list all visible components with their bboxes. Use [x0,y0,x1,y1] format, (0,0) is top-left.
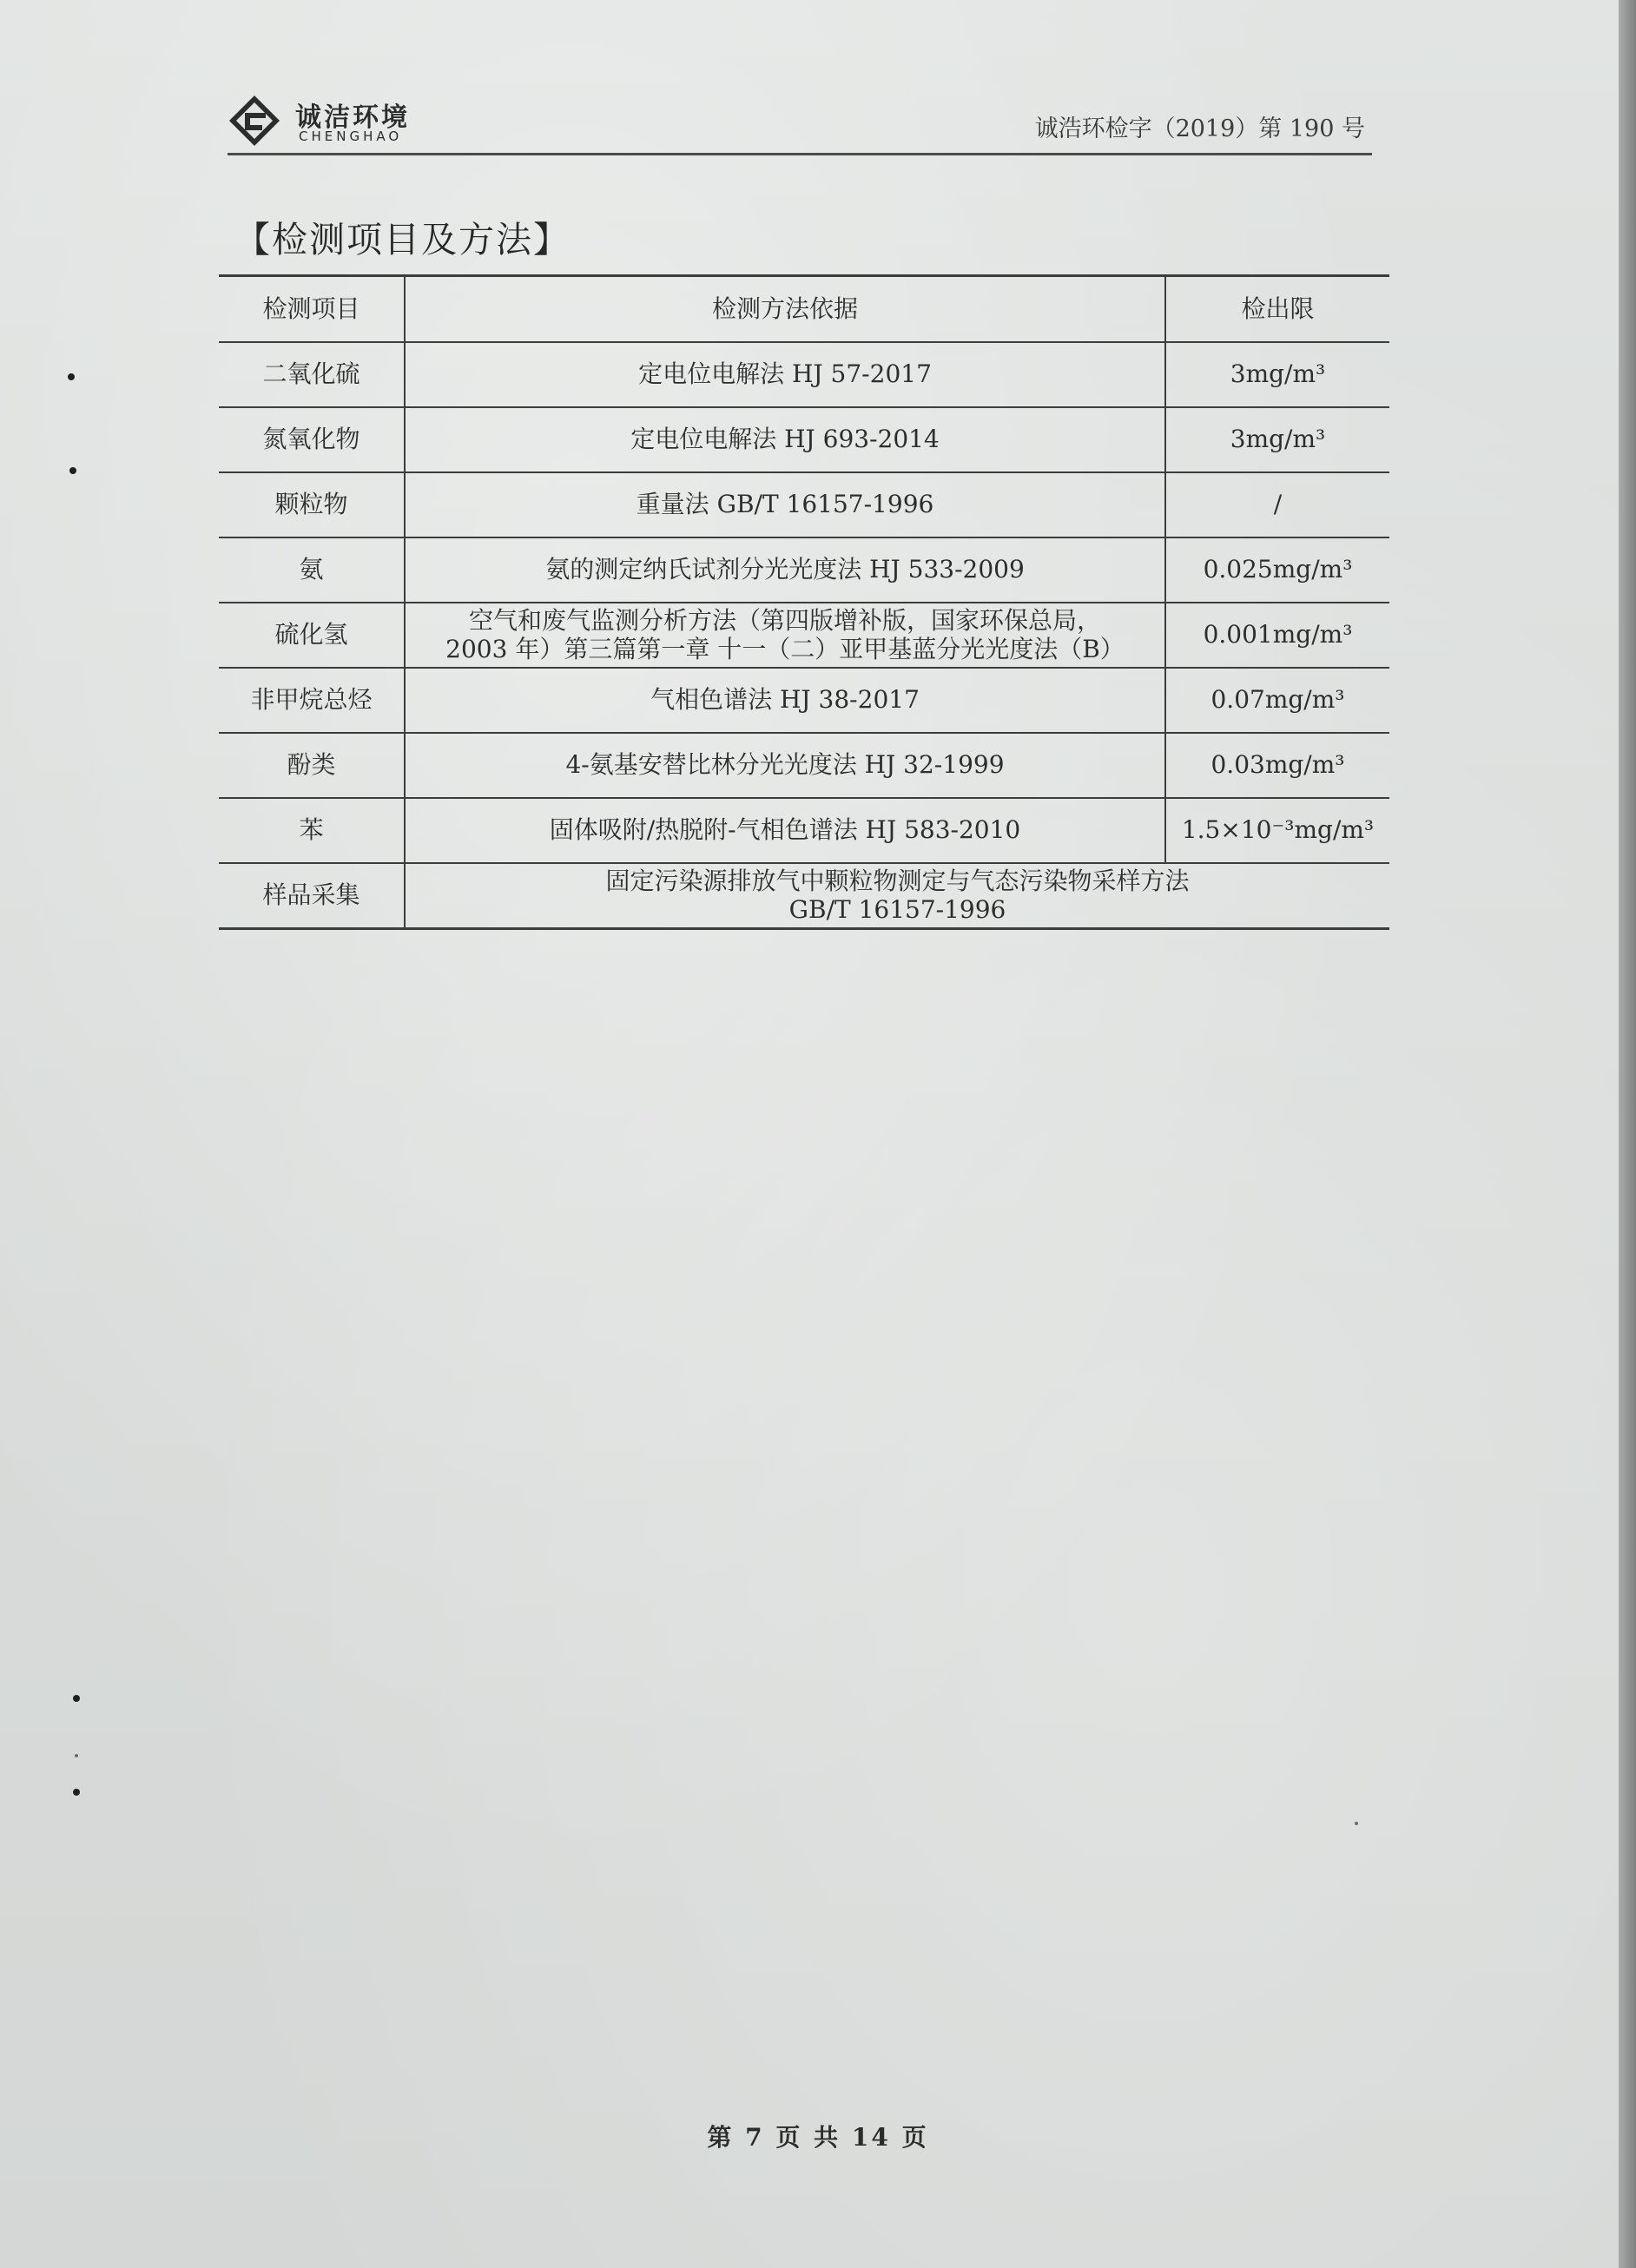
header-limit: 检出限 [1165,276,1389,343]
item-cell: 样品采集 [219,863,405,929]
method-cell: 气相色谱法 HJ 38-2017 [405,668,1165,733]
logo-english-name: CHENGHAO [299,129,403,144]
table-row [219,407,1389,472]
logo-chinese-name: 诚洁环境 [295,102,410,133]
item-cell: 苯 [219,798,405,863]
table-row [219,537,1389,603]
limit-cell: 0.03mg/m³ [1165,733,1389,798]
table-row [219,472,1389,537]
table-row [219,603,1389,668]
table-row [219,668,1389,733]
method-line-2: 2003 年）第三篇第一章 十一（二）亚甲基蓝分光光度法（B） [445,634,1125,663]
item-cell: 二氧化硫 [219,342,405,407]
limit-cell: 0.001mg/m³ [1165,603,1389,668]
item-cell: 酚类 [219,733,405,798]
method-cell: 定电位电解法 HJ 57-2017 [405,342,1165,407]
method-cell: 定电位电解法 HJ 693-2014 [405,407,1165,472]
method-line-1: 空气和废气监测分析方法（第四版增补版，国家环保总局， [468,606,1101,636]
limit-cell: 1.5×10⁻³mg/m³ [1165,798,1389,863]
table-row [219,733,1389,798]
binder-dot [73,1695,80,1702]
limit-cell: 0.025mg/m³ [1165,537,1389,603]
page-header [228,89,1372,155]
limit-cell: 0.07mg/m³ [1165,668,1389,733]
table-row [219,342,1389,407]
binder-dot [73,1789,80,1796]
method-line-1: 固定污染源排放气中颗粒物测定与气态污染物采样方法 [605,867,1190,896]
company-logo [228,92,436,148]
item-cell: 氮氧化物 [219,407,405,472]
paper-speck [75,1754,78,1757]
paper-speck [1355,1822,1358,1825]
header-item: 检测项目 [219,276,405,343]
header-method: 检测方法依据 [405,276,1165,343]
limit-cell: 3mg/m³ [1165,407,1389,472]
method-cell: 4-氨基安替比林分光光度法 HJ 32-1999 [405,733,1165,798]
item-cell: 颗粒物 [219,472,405,537]
table-row [219,798,1389,863]
item-cell: 氨 [219,537,405,603]
document-number: 诚浩环检字（2019）第 190 号 [1034,115,1365,142]
item-cell: 硫化氢 [219,603,405,668]
binder-dot [68,373,75,380]
method-cell: 重量法 GB/T 16157-1996 [405,472,1165,537]
table-header-row [219,276,1389,343]
page-number: 第 7 页 共 14 页 [707,2123,929,2152]
table-row [219,863,1389,929]
item-cell: 非甲烷总烃 [219,668,405,733]
section-title: 【检测项目及方法】 [234,219,571,260]
method-cell [405,603,1165,668]
company-logo-icon [228,94,281,148]
methods-table [219,274,1389,930]
method-cell [405,863,1389,929]
binder-dot [69,467,76,474]
limit-cell: / [1165,472,1389,537]
page-edge-shadow [1619,0,1636,2268]
limit-cell: 3mg/m³ [1165,342,1389,407]
method-cell: 固体吸附/热脱附-气相色谱法 HJ 583-2010 [405,798,1165,863]
method-cell: 氨的测定纳氏试剂分光光度法 HJ 533-2009 [405,537,1165,603]
method-line-2: GB/T 16157-1996 [788,894,1006,924]
